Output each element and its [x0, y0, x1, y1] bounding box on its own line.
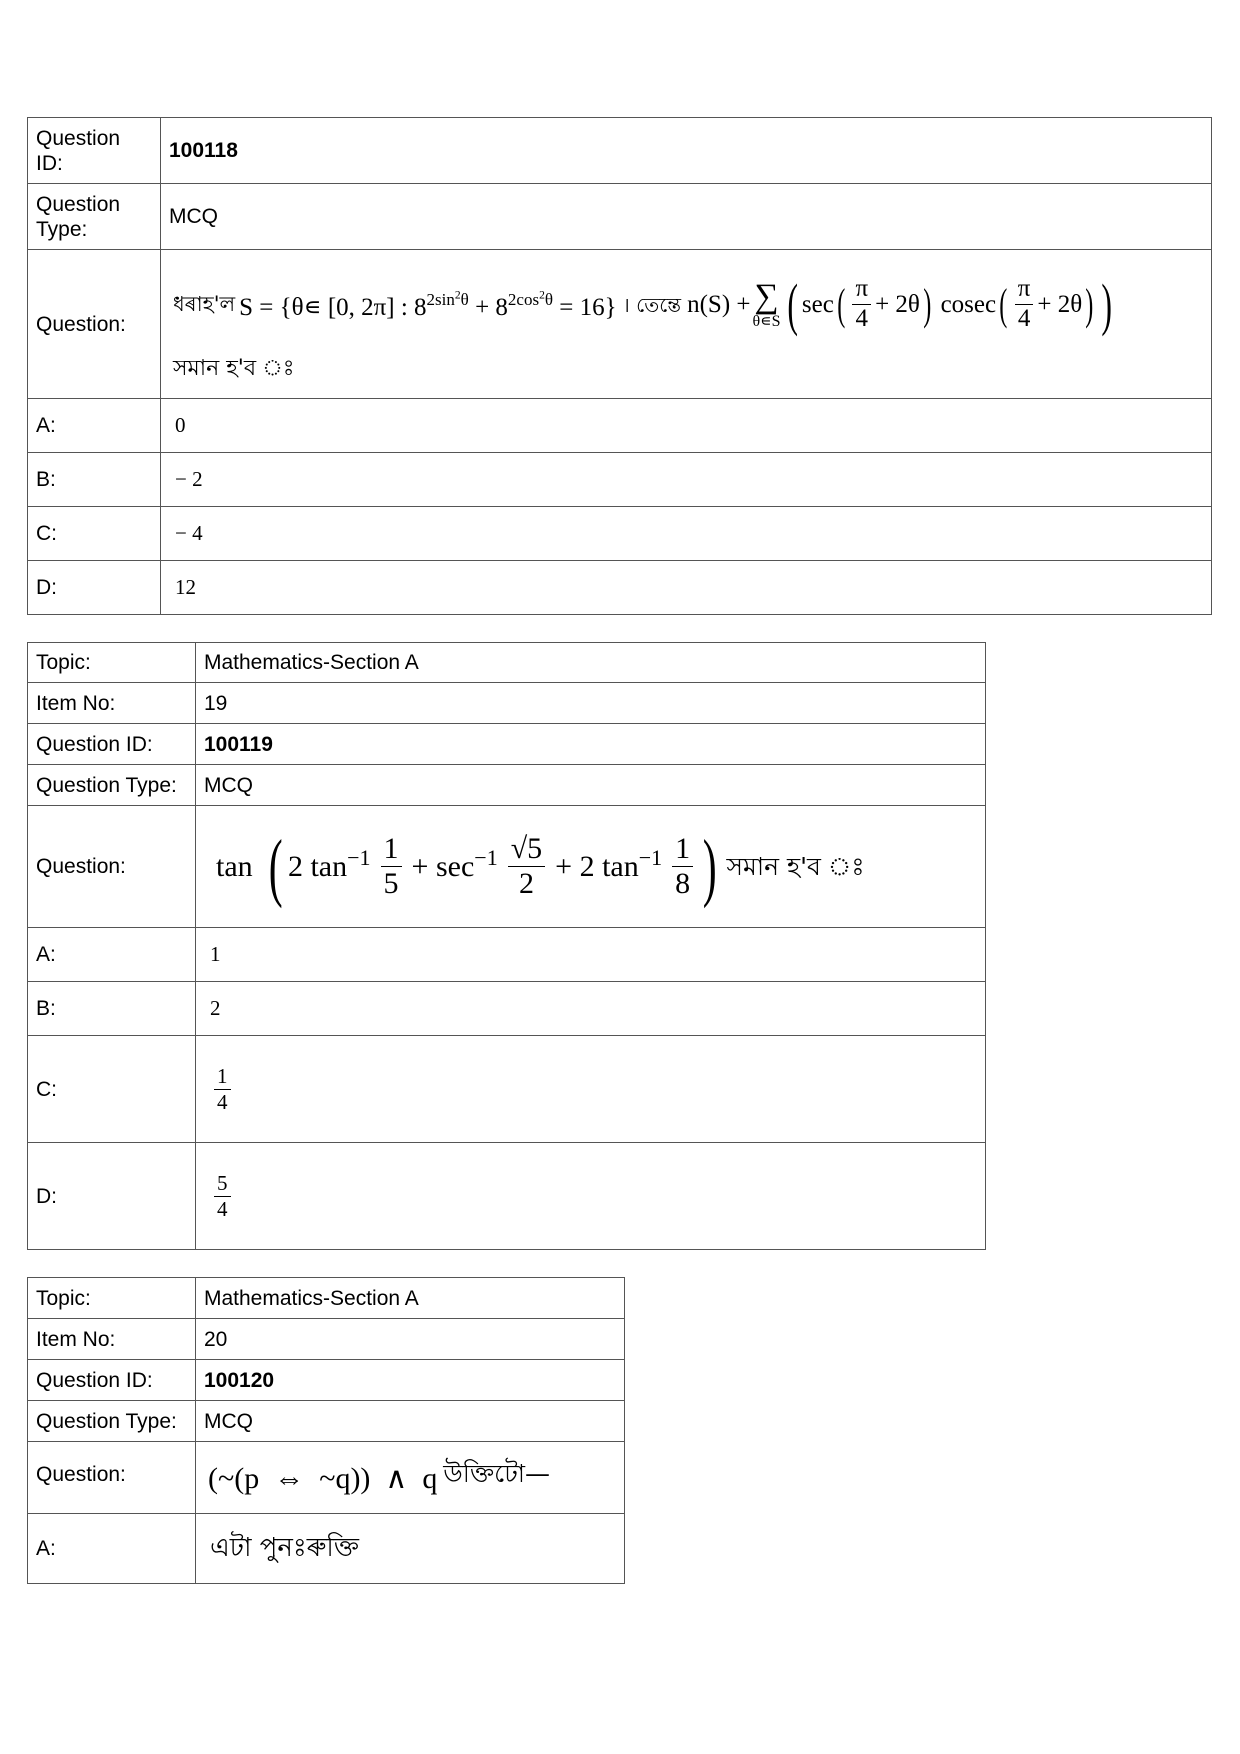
- right-paren: ): [702, 824, 717, 909]
- inverse-2: −1: [474, 844, 498, 870]
- question-type-value: MCQ: [161, 184, 1212, 250]
- sigma-subscript: θ∊S: [752, 312, 781, 330]
- d-den: 4: [217, 1196, 228, 1221]
- row-option-c: [28, 507, 1212, 561]
- label-question-type: Question Type:: [28, 765, 196, 806]
- question-table-100120: [27, 1277, 625, 1584]
- den-two: 2: [518, 867, 534, 900]
- plus-two-tan: + 2 tan: [555, 849, 639, 883]
- pi-over-four-2: [1015, 275, 1034, 334]
- outer-left-paren: (: [786, 271, 798, 337]
- row-item-no: [28, 1319, 625, 1360]
- label-item-no: Item No:: [28, 683, 196, 724]
- label-question-type: Question Type:: [28, 1401, 196, 1442]
- item-no-value: 20: [196, 1319, 625, 1360]
- plus-sec: + sec: [411, 849, 475, 883]
- option-d-value: [196, 1143, 986, 1250]
- option-c-value: − 4: [161, 507, 1212, 561]
- n-of-s: n(S) +: [687, 291, 751, 318]
- row-question-type: [28, 1401, 625, 1442]
- row-option-a: [28, 1514, 625, 1584]
- den-five: 5: [383, 867, 399, 900]
- option-a-value: এটা পুনঃৰুক্তি: [196, 1514, 625, 1584]
- label-option-b: B:: [28, 453, 161, 507]
- tan-text: tan: [216, 849, 253, 883]
- label-question: Question:: [28, 250, 161, 399]
- cosec-text: cosec: [940, 291, 997, 318]
- question-id-value: 100119: [196, 724, 986, 765]
- den-eight: 8: [675, 867, 691, 900]
- plus-two-theta-1: + 2θ: [875, 291, 920, 318]
- set-text: S = {θ∊ [0, 2π] : 8: [239, 293, 427, 321]
- label-option-b: B:: [28, 982, 196, 1036]
- logic-expression: (~(p ⇔ ~q)) ∧ q: [208, 1462, 438, 1495]
- question-table-100118: [27, 117, 1212, 615]
- c-num: 1: [214, 1064, 231, 1089]
- outer-right-paren: ): [1101, 271, 1112, 337]
- row-item-no: [28, 683, 986, 724]
- frac-one-eighth: [672, 832, 693, 902]
- equals-sixteen: = 16}: [553, 293, 617, 321]
- exp-cos-theta: θ: [544, 290, 554, 310]
- exp-sin: 2sin: [426, 290, 455, 310]
- question-body: [196, 1442, 625, 1514]
- sec-right-paren: ): [923, 279, 932, 329]
- row-topic: [28, 1278, 625, 1319]
- summation: [752, 277, 781, 330]
- four-den-1: 4: [855, 305, 869, 332]
- row-question-id: [28, 724, 986, 765]
- num-one-1: 1: [381, 832, 402, 868]
- inverse-1: −1: [347, 844, 371, 870]
- label-option-c: C:: [28, 507, 161, 561]
- topic-value: Mathematics-Section A: [196, 1278, 625, 1319]
- row-option-d: [28, 561, 1212, 615]
- label-option-a: A:: [28, 399, 161, 453]
- label-item-no: Item No:: [28, 1319, 196, 1360]
- option-b-value: − 2: [161, 453, 1212, 507]
- four-den-2: 4: [1017, 305, 1031, 332]
- label-question-id: Question ID:: [28, 1360, 196, 1401]
- question-body: [161, 250, 1212, 399]
- option-d-value: 12: [161, 561, 1212, 615]
- item-no-value: 19: [196, 683, 986, 724]
- exp-cos-square: 2: [539, 288, 545, 302]
- row-question-type: [28, 184, 1212, 250]
- label-topic: Topic:: [28, 1278, 196, 1319]
- d-num: 5: [214, 1171, 231, 1196]
- label-question-id: Question ID:: [28, 118, 161, 184]
- inverse-3: −1: [638, 844, 663, 870]
- question-body: [196, 806, 986, 928]
- frac-sqrt5-over-2: [508, 832, 545, 902]
- question-type-value: MCQ: [196, 1401, 625, 1442]
- two-tan-1: 2 tan: [287, 849, 348, 883]
- question-tail-text: সমান হ'ব ঃ: [173, 355, 295, 381]
- question-id-value: 100118: [161, 118, 1212, 184]
- num-sqrt5: √5: [508, 832, 545, 868]
- plus-eight: + 8: [468, 293, 508, 321]
- sigma-symbol: ∑: [754, 277, 779, 315]
- question-table-100119: [27, 642, 986, 1250]
- row-option-a: [28, 928, 986, 982]
- pi-num-1: π: [852, 275, 871, 305]
- sec-text: sec: [801, 291, 834, 318]
- row-option-b: [28, 453, 1212, 507]
- exp-cos: 2cos: [507, 290, 540, 310]
- row-option-c: [28, 1036, 986, 1143]
- question-lead-text: ধৰাহ'ল: [173, 292, 236, 316]
- row-topic: [28, 643, 986, 683]
- label-option-a: A:: [28, 928, 196, 982]
- frac-one-fifth: [381, 832, 402, 902]
- sec-left-paren: (: [837, 279, 846, 329]
- plus-two-theta-2: + 2θ: [1037, 291, 1083, 318]
- option-a-value: 1: [196, 928, 986, 982]
- pi-over-four-1: [852, 275, 871, 334]
- c-den: 4: [217, 1089, 228, 1114]
- question-tail-text: সমান হ'ব ঃ: [726, 852, 865, 881]
- num-one-2: 1: [672, 832, 693, 868]
- question-bn-then: । তেন্তে: [622, 292, 682, 317]
- exp-sin-theta: θ: [460, 290, 469, 310]
- label-option-c: C:: [28, 1036, 196, 1143]
- question-tail-text: উক্তিটো—: [443, 1459, 551, 1488]
- row-question: [28, 806, 986, 928]
- pi-num-2: π: [1015, 275, 1034, 305]
- label-option-a: A:: [28, 1514, 196, 1584]
- label-question: Question:: [28, 806, 196, 928]
- option-b-value: 2: [196, 982, 986, 1036]
- row-question: [28, 1442, 625, 1514]
- cosec-left-paren: (: [999, 279, 1008, 329]
- frac-five-quarters: [214, 1171, 231, 1220]
- exp-sin-square: 2: [454, 288, 461, 302]
- label-option-d: D:: [28, 1143, 196, 1250]
- question-type-value: MCQ: [196, 765, 986, 806]
- frac-one-quarter: [214, 1064, 231, 1113]
- label-question-id: Question ID:: [28, 724, 196, 765]
- topic-value: Mathematics-Section A: [196, 643, 986, 683]
- row-option-d: [28, 1143, 986, 1250]
- row-question-id: [28, 118, 1212, 184]
- row-question-type: [28, 765, 986, 806]
- row-question: [28, 250, 1212, 399]
- row-option-a: [28, 399, 1212, 453]
- label-topic: Topic:: [28, 643, 196, 683]
- label-question-type: Question Type:: [28, 184, 161, 250]
- option-a-value: 0: [161, 399, 1212, 453]
- left-paren: (: [268, 824, 283, 909]
- option-c-value: [196, 1036, 986, 1143]
- question-set-expr: [239, 290, 617, 320]
- label-option-d: D:: [28, 561, 161, 615]
- row-question-id: [28, 1360, 625, 1401]
- cosec-right-paren: ): [1085, 279, 1094, 329]
- label-question: Question:: [28, 1442, 196, 1514]
- row-option-b: [28, 982, 986, 1036]
- question-id-value: 100120: [196, 1360, 625, 1401]
